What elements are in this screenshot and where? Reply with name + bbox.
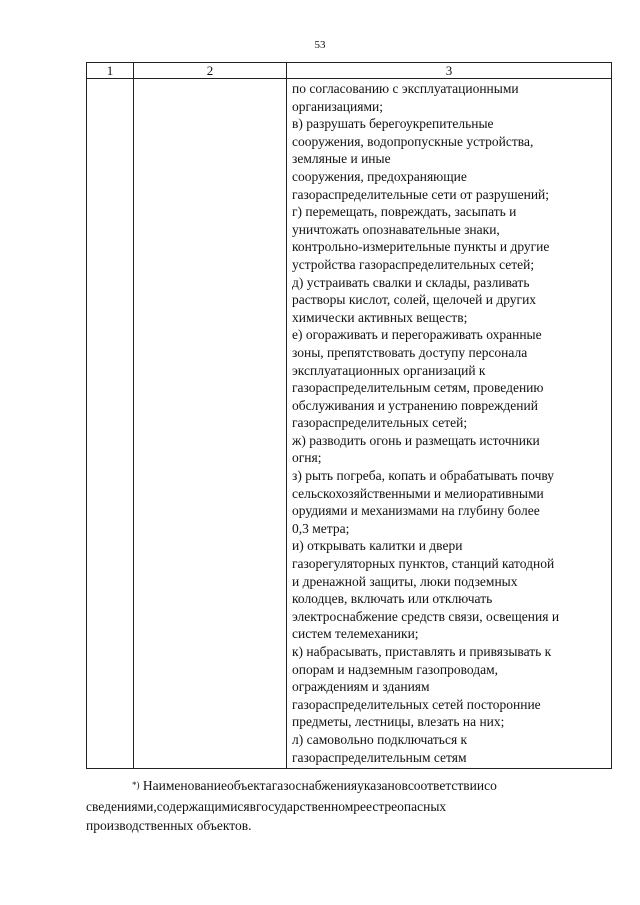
text-line: химически активных веществ; (292, 309, 468, 325)
text-line: электроснабжение средств связи, освещения и (292, 608, 560, 624)
text-line: газораспределительных сетей посторонние (292, 696, 541, 712)
text-line: растворы кислот, солей, щелочей и других (292, 292, 537, 308)
text-line: сельскохозяйственными и мелиоративными (292, 485, 544, 501)
footnote-line-3: производственных объектов. (86, 818, 252, 833)
footnote-marker: *) (132, 780, 140, 790)
text-line: эксплуатационных организаций к (292, 362, 486, 378)
footnote-word: в (249, 799, 257, 814)
text-line: газораспределительные сети от разрушений; (292, 186, 550, 202)
table-cell-col3 (287, 79, 612, 769)
text-line: газораспределительных сетей; (292, 415, 468, 431)
text-line: предметы, лестницы, влезать на них; (292, 714, 505, 730)
text-line: систем телемеханики; (292, 626, 419, 642)
footnote-word: указано (357, 778, 402, 793)
text-line: сооружения, предохраняющие (292, 168, 467, 184)
footnote-word: содержащимися (156, 799, 250, 814)
text-line: ограждениям и зданиям (292, 679, 430, 695)
footnote-word: Наименование (142, 778, 227, 793)
text-line: огня; (292, 450, 322, 466)
text-line: зоны, препятствовать доступу персонала (292, 344, 528, 360)
text-line: земляные и иные (292, 151, 391, 167)
text-line: устройства газораспределительных сетей; (292, 256, 535, 272)
text-line: обслуживания и устранению повреждений (292, 397, 538, 413)
text-line: газораспределительным сетям, проведению (292, 380, 544, 396)
footnote-line-2 (86, 797, 612, 816)
text-line: 0,3 метра; (292, 520, 350, 536)
footnote-first-word-group (132, 778, 227, 793)
text-line: орудиями и механизмами на глубину более (292, 503, 540, 519)
text-line: газораспределительным сетям (292, 749, 467, 765)
text-line: опорам и надземным газопроводам, (292, 661, 498, 677)
text-line: уничтожать опознавательные знаки, (292, 221, 500, 237)
text-line: з) рыть погреба, копать и обрабатывать почву (292, 468, 555, 484)
footnote-word: объекта (226, 778, 272, 793)
text-line: г) перемещать, повреждать, засыпать и (292, 204, 517, 220)
table-cell-col1 (87, 79, 134, 769)
text-line: колодцев, включать или отключать (292, 591, 493, 607)
text-line: по согласованию с эксплуатационными (292, 81, 519, 96)
restrictions-text (287, 79, 611, 768)
text-line: ж) разводить огонь и размещать источники (292, 432, 540, 448)
text-line: и) открывать калитки и двери (292, 538, 463, 554)
footnote-word: газоснабжения (271, 778, 358, 793)
column-header-2: 2 (134, 63, 287, 79)
footnote-word: государственном (256, 799, 354, 814)
text-line: к) набрасывать, приставлять и привязывать к (292, 644, 552, 659)
column-header-1: 1 (87, 63, 134, 79)
page-number: 53 (314, 39, 326, 51)
document-table (86, 62, 612, 769)
text-line: сооружения, водопропускные устройства, (292, 133, 534, 149)
text-line: газорегуляторных пунктов, станций катодной (292, 556, 555, 572)
footnote (86, 776, 612, 835)
table-row (87, 79, 612, 769)
text-line: д) устраивать свалки и склады, разливать (292, 274, 530, 290)
text-line: е) огораживать и перегораживать охранные (292, 327, 542, 343)
footnote-word: сведениями, (86, 799, 157, 814)
table-header-row (87, 63, 612, 79)
text-line: контрольно-измерительные пункты и другие (292, 239, 550, 255)
text-line: в) разрушать берегоукрепительные (292, 116, 494, 132)
footnote-word: со (484, 778, 497, 793)
footnote-word: в (401, 778, 408, 793)
footnote-word: соответствии (407, 778, 485, 793)
text-line: и дренажной защиты, люки подземных (292, 573, 518, 589)
footnote-word: опасных (397, 799, 447, 814)
text-line: организациями; (292, 98, 383, 114)
table-cell-col2 (134, 79, 287, 769)
footnote-line-1 (86, 776, 612, 797)
column-header-3: 3 (287, 63, 612, 79)
footnote-word: реестре (353, 799, 398, 814)
text-line: л) самовольно подключаться к (292, 731, 468, 747)
